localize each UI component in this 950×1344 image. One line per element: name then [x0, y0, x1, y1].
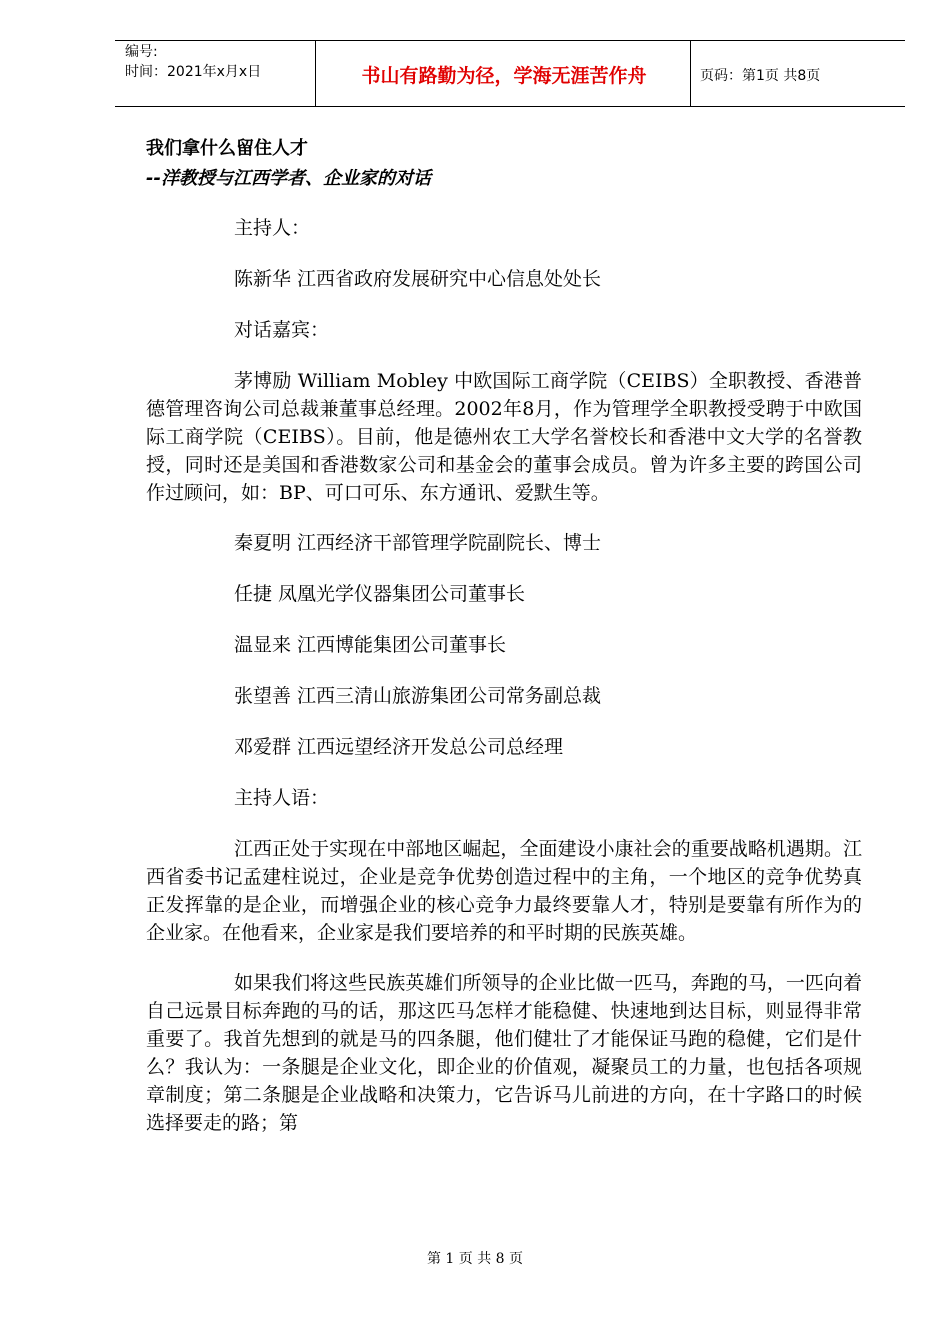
page-footer: 第 1 页 共 8 页	[426, 1251, 524, 1267]
page-header	[115, 38, 905, 106]
header-divider	[315, 40, 316, 106]
time-label: 时间：2021年x月x日	[125, 64, 262, 80]
paragraph: 陈新华 江西省政府发展研究中心信息处处长	[234, 268, 602, 290]
header-top-rule	[115, 40, 905, 41]
paragraph: 任捷 凤凰光学仪器集团公司董事长	[234, 583, 526, 605]
paragraph: 茅博励 William Mobley 中欧国际工商学院（CEIBS）全职教授、香港普德管理咨询公司总裁兼董事总经理。2002年8月，作为管理学全职教授受聘于中欧国际工商学院（CEIBS）。目前，他是德州农工大学名誉校长和香港中文大学的名誉教授，同时还是美国和香港数家公司和基金会的董事会成员。曾为许多主要的跨国公司作过顾问，如：BP、可口可乐、东方通讯、爱默生等。	[146, 370, 862, 504]
paragraph: 主持人：	[234, 217, 311, 239]
paragraph: 张望善 江西三清山旅游集团公司常务副总裁	[234, 685, 602, 707]
header-divider	[690, 40, 691, 106]
article-subtitle: --洋教授与江西学者、企业家的对话	[146, 168, 431, 189]
header-page-info: 页码：第1页 共8页	[700, 68, 821, 84]
number-label: 编号:	[125, 44, 158, 60]
paragraph: 邓爱群 江西远望经济开发总公司总经理	[234, 736, 564, 758]
article-body	[146, 214, 862, 1159]
header-bottom-rule	[115, 106, 905, 107]
paragraph: 对话嘉宾：	[234, 319, 330, 341]
paragraph: 江西正处于实现在中部地区崛起，全面建设小康社会的重要战略机遇期。江西省委书记孟建柱说过，企业是竞争优势创造过程中的主角，一个地区的竞争优势真正发挥靠的是企业，而增强企业的核心竞争力最终要靠人才，特别是要靠有所作为的企业家。在他看来，企业家是我们要培养的和平时期的民族英雄。	[146, 838, 862, 944]
paragraph: 主持人语：	[234, 787, 330, 809]
article-title: 我们拿什么留住人才	[146, 138, 308, 159]
paragraph: 秦夏明 江西经济干部管理学院副院长、博士	[234, 532, 602, 554]
header-motto: 书山有路勤为径，学海无涯苦作舟	[361, 65, 647, 87]
header-meta	[125, 42, 261, 82]
paragraph: 如果我们将这些民族英雄们所领导的企业比做一匹马，奔跑的马，一匹向着自己远景目标奔跑的马的话，那这匹马怎样才能稳健、快速地到达目标，则显得非常重要了。我首先想到的就是马的四条腿，他们健壮了才能保证马跑的稳健，它们是什么？我认为：一条腿是企业文化，即企业的价值观，凝聚员工的力量，也包括各项规章制度；第二条腿是企业战略和决策力，它告诉马儿前进的方向，在十字路口的时候选择要走的路；第	[146, 972, 862, 1134]
paragraph: 温显来 江西博能集团公司董事长	[234, 634, 507, 656]
